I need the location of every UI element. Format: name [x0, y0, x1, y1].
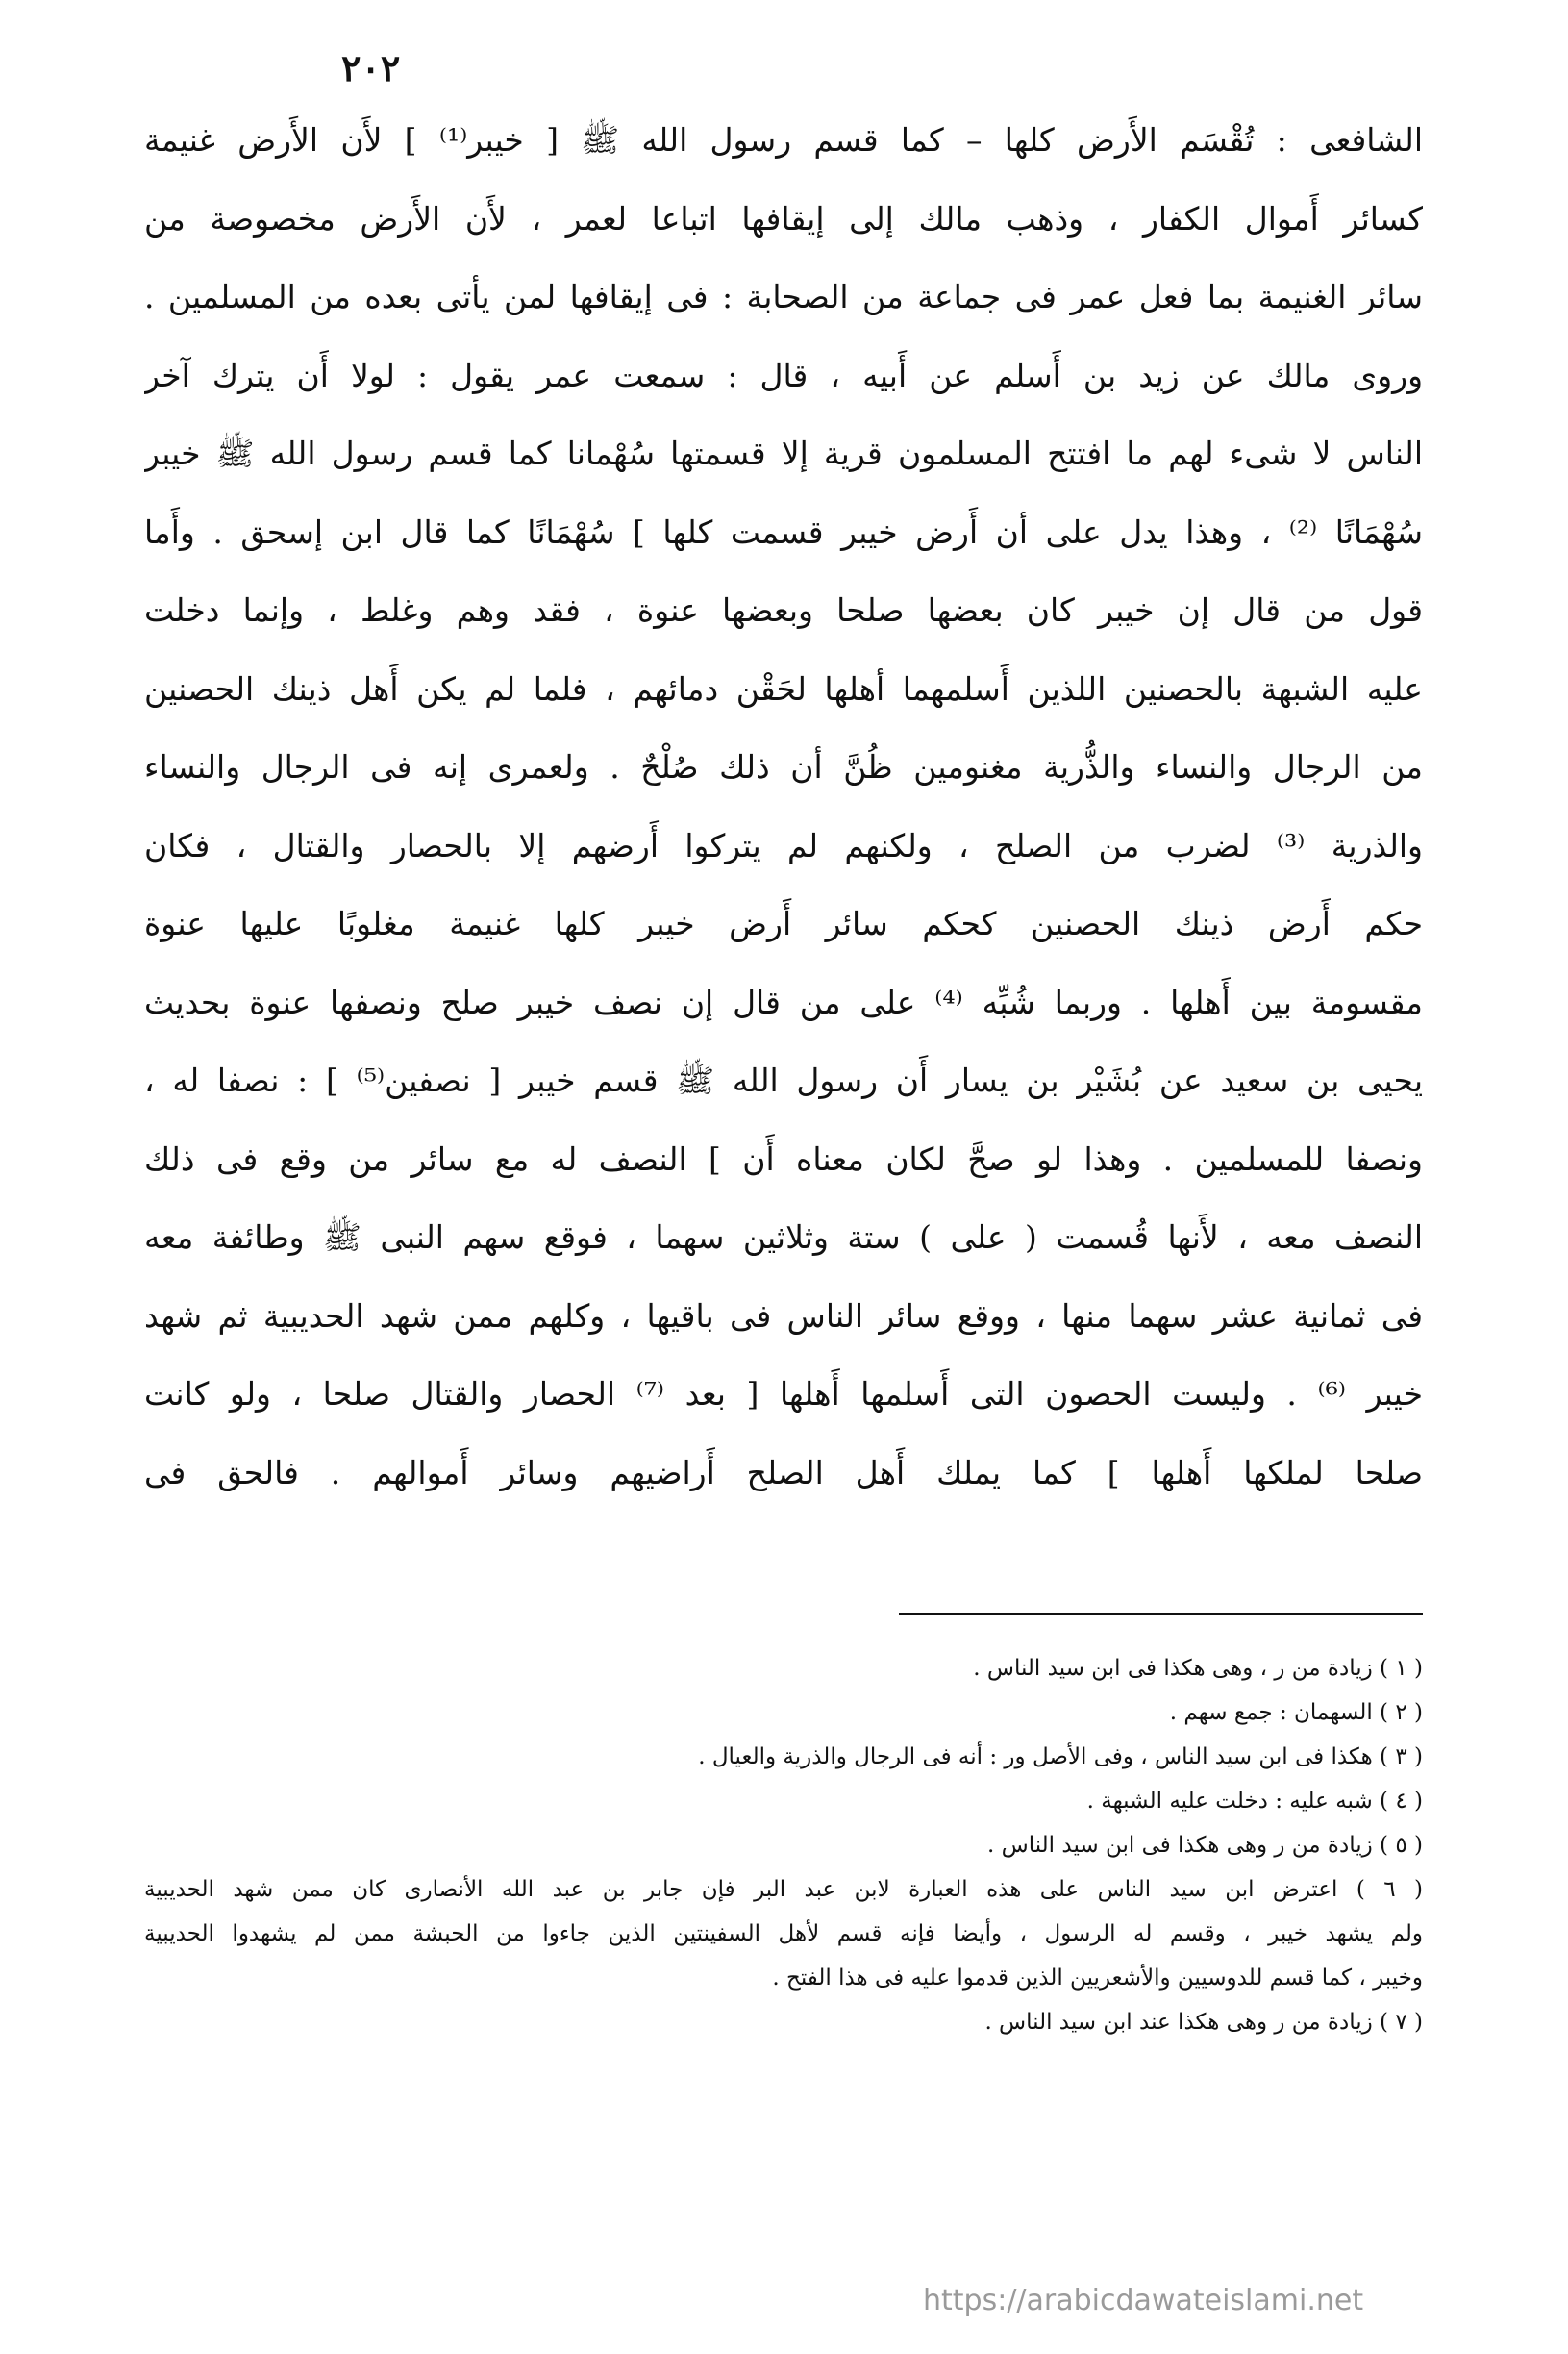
text-line: من الرجال والنساء والذُّرية مغنومين ظُنَّ أن ذلك صُلْحٌ . ولعمرى إنه فى الرجال والنساء: [144, 748, 1423, 786]
watermark-url: https://arabicdawateislami.net: [923, 2284, 1364, 2317]
text-line: صلحا لملكها أَهلها ] كما يملك أَهل الصلح أَراضيهم وسائر أَموالهم . فالحق فى: [144, 1453, 1423, 1491]
main-text: [144, 101, 1423, 1512]
footnote: ( ٢ ) السهمان : جمع سهم .: [1169, 1700, 1423, 1725]
text-line: والذرية ⁽³⁾ لضرب من الصلح ، ولكنهم لم يتركوا أَرضهم إلا بالحصار والقتال ، فكان: [144, 826, 1423, 864]
text-line: حكم أَرض ذينك الحصنين كحكم سائر أَرض خيبر كلها غنيمة مغلوبًا عليها عنوة: [144, 905, 1423, 942]
footnote-continuation: وخيبر ، كما قسم للدوسيين والأشعريين الذين قدموا عليه فى هذا الفتح .: [772, 1966, 1423, 1991]
text-line: مقسومة بين أَهلها . وربما شُبِّه ⁽⁴⁾ على من قال إن نصف خيبر صلح ونصفها عنوة بحديث: [144, 983, 1423, 1021]
footnotes: [144, 1646, 1423, 2044]
text-line: الشافعى : تُقْسَم الأَرض كلها – كما قسم رسول الله ﷺ [ خيبر⁽¹⁾ ] لأَن الأَرض غنيمة: [144, 121, 1423, 159]
text-line: سُهْمَانًا ⁽²⁾ ، وهذا يدل على أن أَرض خيبر قسمت كلها ] سُهْمَانًا كما قال ابن إسحق . وأَما: [144, 513, 1423, 551]
text-line: سائر الغنيمة بما فعل عمر فى جماعة من الصحابة : فى إيقافها لمن يأتى بعده من المسلمين .: [144, 278, 1423, 315]
footnote: ( ٤ ) شبه عليه : دخلت عليه الشبهة .: [1086, 1789, 1423, 1814]
footnote: ( ١ ) زيادة من ر ، وهى هكذا فى ابن سيد الناس .: [973, 1656, 1423, 1681]
footnote-continuation: ولم يشهد خيبر ، وقسم له الرسول ، وأيضا فإنه قسم لأهل السفينتين الذين جاءوا من الحبشة ممن لم يشهدوا الحديبية: [144, 1921, 1423, 1946]
text-line: الناس لا شىء لهم ما افتتح المسلمون قرية إلا قسمتها سُهْمانا كما قسم رسول الله ﷺ خيبر: [144, 435, 1423, 472]
text-line: وروى مالك عن زيد بن أَسلم عن أَبيه ، قال : سمعت عمر يقول : لولا أَن يترك آخر: [144, 356, 1423, 394]
page-number: ٢٠٢: [341, 46, 401, 89]
text-line: كسائر أَموال الكفار ، وذهب مالك إلى إيقافها اتباعا لعمر ، لأَن الأَرض مخصوصة من: [144, 199, 1423, 238]
footnote: ( ٥ ) زيادة من ر وهى هكذا فى ابن سيد الناس .: [987, 1833, 1423, 1858]
footnote: ( ٦ ) اعترض ابن سيد الناس على هذه العبارة لابن عبد البر فإن جابر بن عبد الله الأنصارى كان ممن شهد الحديبية: [144, 1877, 1423, 1902]
footnote: ( ٣ ) هكذا فى ابن سيد الناس ، وفى الأصل ور : أنه فى الرجال والذرية والعيال .: [698, 1744, 1423, 1769]
text-line: فى ثمانية عشر سهما منها ، ووقع سائر الناس فى باقيها ، وكلهم ممن شهد الحديبية ثم شهد: [144, 1296, 1423, 1335]
text-line: عليه الشبهة بالحصنين اللذين أَسلمهما أهلها لحَقْن دمائهم ، فلما لم يكن أَهل ذينك الحصنين: [144, 669, 1423, 708]
footnote: ( ٧ ) زيادة من ر وهى هكذا عند ابن سيد الناس .: [984, 2010, 1423, 2035]
text-line: خيبر ⁽⁶⁾ . وليست الحصون التى أَسلمها أَهلها [ بعد ⁽⁷⁾ الحصار والقتال صلحا ، ولو كانت: [144, 1375, 1423, 1413]
footnote-divider: [899, 1613, 1423, 1615]
text-line: قول من قال إن خيبر كان بعضها صلحا وبعضها عنوة ، فقد وهم وغلط ، وإنما دخلت: [144, 591, 1423, 629]
text-line: يحيى بن سعيد عن بُشَيْر بن يسار أَن رسول الله ﷺ قسم خيبر [ نصفين⁽⁵⁾ ] : نصفا له ،: [144, 1062, 1423, 1099]
text-line: ونصفا للمسلمين . وهذا لو صحَّ لكان معناه أَن ] النصف له مع سائر من وقع فى ذلك: [144, 1139, 1423, 1178]
text-line: النصف معه ، لأَنها قُسمت ( على ) ستة وثلاثين سهما ، فوقع سهم النبى ﷺ وطائفة معه: [144, 1218, 1423, 1256]
